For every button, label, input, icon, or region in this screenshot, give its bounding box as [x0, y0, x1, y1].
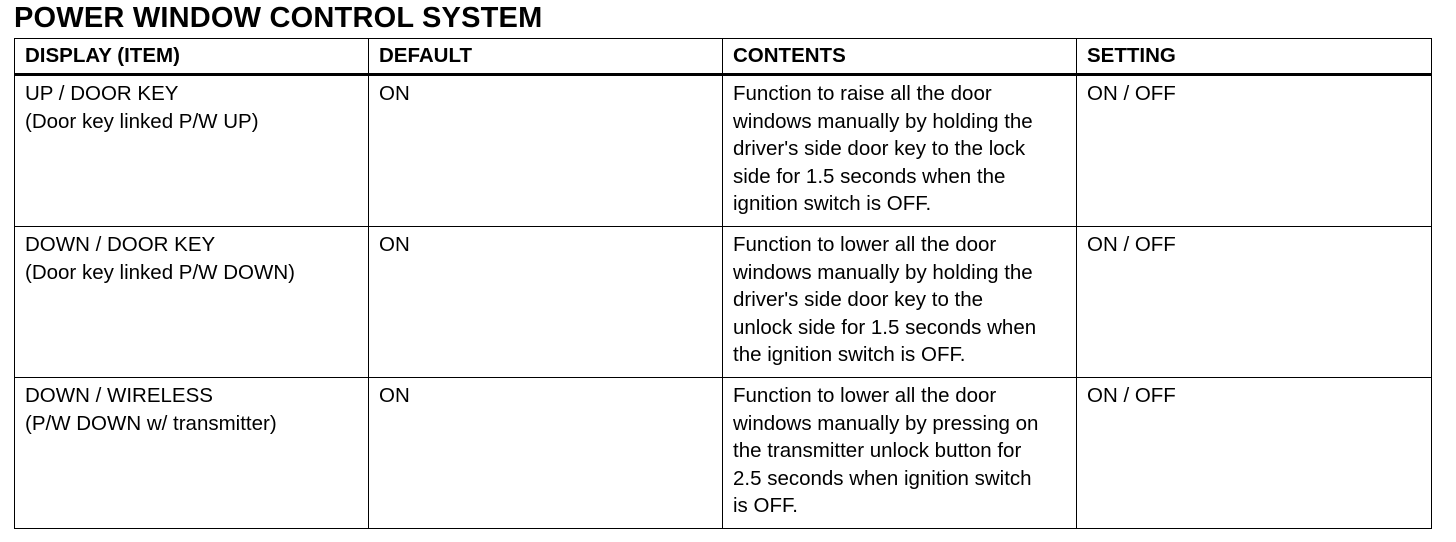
item-cell: [15, 75, 369, 227]
item-cell: [15, 378, 369, 529]
contents-cell: [723, 378, 1077, 529]
setting-cell: ON / OFF: [1077, 378, 1432, 529]
header-setting: SETTING: [1077, 39, 1432, 75]
contents-line: is OFF.: [733, 494, 798, 518]
table-header-row: [15, 39, 1432, 75]
default-cell: ON: [369, 378, 723, 529]
setting-cell: ON / OFF: [1077, 227, 1432, 378]
table-row: [15, 227, 1432, 378]
header-contents: CONTENTS: [723, 39, 1077, 75]
contents-line: ignition switch is OFF.: [733, 192, 932, 216]
contents-line: windows manually by pressing on: [733, 411, 1039, 435]
setting-cell: ON / OFF: [1077, 75, 1432, 227]
item-name: DOWN / WIRELESS: [25, 384, 213, 407]
contents-line: 2.5 seconds when ignition switch: [733, 466, 1032, 490]
page-title: POWER WINDOW CONTROL SYSTEM: [14, 2, 543, 34]
contents-line: Function to lower all the door: [733, 233, 997, 256]
contents-line: unlock side for 1.5 seconds when: [733, 315, 1037, 339]
contents-line: Function to lower all the door: [733, 384, 997, 407]
contents-line: windows manually by holding the: [733, 109, 1033, 133]
item-name: DOWN / DOOR KEY: [25, 233, 216, 256]
settings-table: [14, 38, 1432, 529]
table-row: [15, 378, 1432, 529]
contents-line: side for 1.5 seconds when the: [733, 164, 1006, 188]
table-row: [15, 75, 1432, 227]
contents-line: driver's side door key to the lock: [733, 137, 1026, 161]
contents-cell: [723, 75, 1077, 227]
contents-line: driver's side door key to the: [733, 288, 984, 312]
default-cell: ON: [369, 75, 723, 227]
header-default: DEFAULT: [369, 39, 723, 75]
item-name: UP / DOOR KEY: [25, 82, 179, 105]
item-description: (Door key linked P/W UP): [25, 109, 259, 133]
default-cell: ON: [369, 227, 723, 378]
item-description: (Door key linked P/W DOWN): [25, 260, 295, 284]
contents-line: the transmitter unlock button for: [733, 439, 1022, 463]
header-display-item: DISPLAY (ITEM): [15, 39, 369, 75]
item-cell: [15, 227, 369, 378]
contents-line: windows manually by holding the: [733, 260, 1033, 284]
contents-line: the ignition switch is OFF.: [733, 343, 966, 367]
contents-line: Function to raise all the door: [733, 82, 992, 105]
contents-cell: [723, 227, 1077, 378]
item-description: (P/W DOWN w/ transmitter): [25, 411, 277, 435]
